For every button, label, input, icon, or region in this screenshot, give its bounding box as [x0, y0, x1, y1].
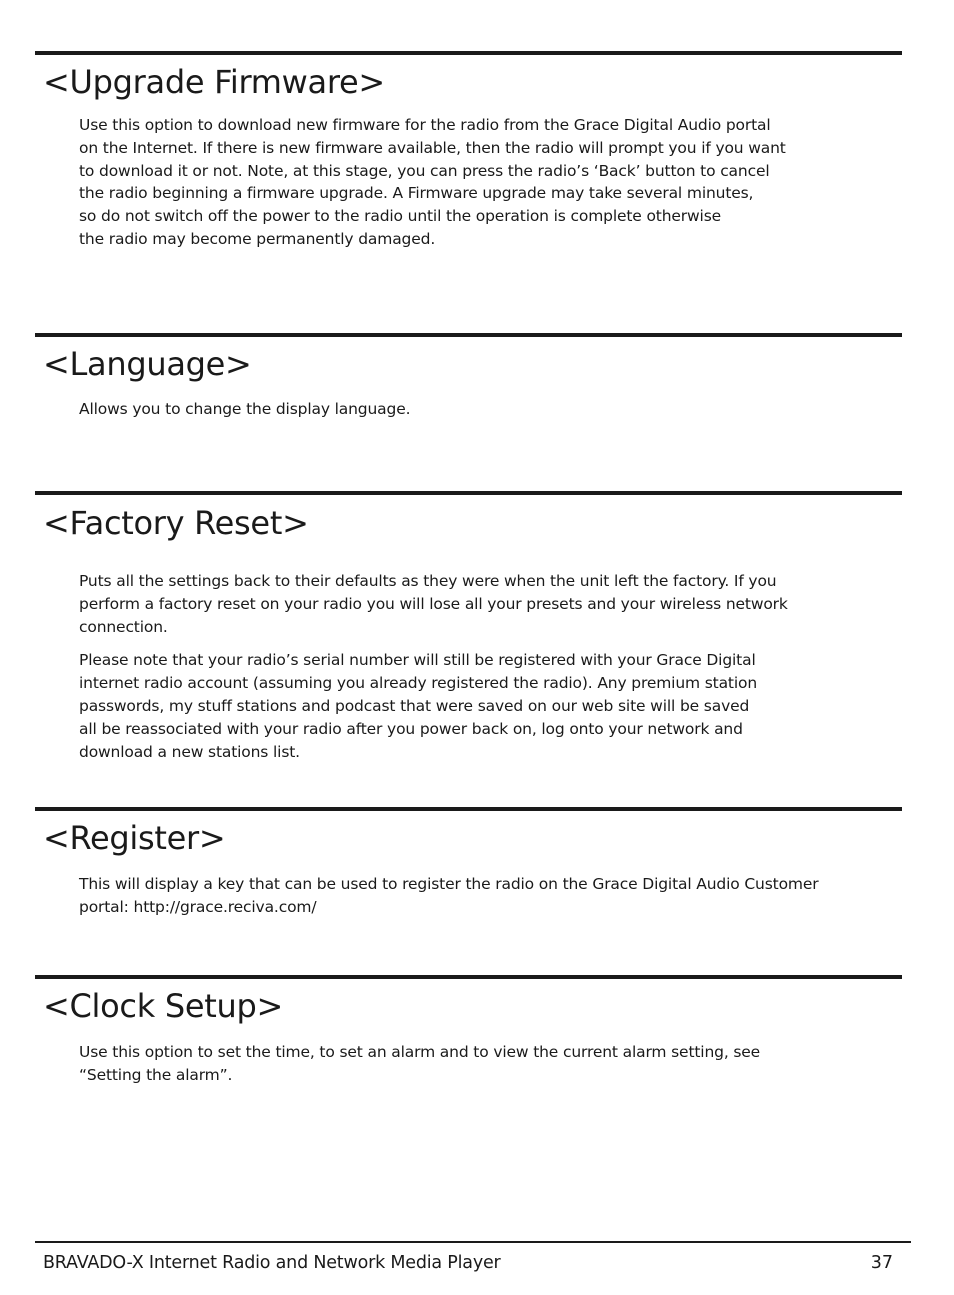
section-body-register — [79, 873, 839, 919]
section-heading: <Language> — [43, 345, 252, 383]
section-divider — [35, 807, 902, 811]
page-number: 37 — [870, 1253, 893, 1273]
section-heading: <Clock Setup> — [43, 987, 283, 1025]
paragraph: This will display a key that can be used to register the radio on the Grace Digital Audio Customer portal: http://grace.reciva.com/ — [79, 875, 819, 916]
section-clock-setup — [35, 975, 902, 1028]
footer-title: BRAVADO-X Internet Radio and Network Media Player — [43, 1253, 501, 1273]
section-body-upgrade-firmware — [79, 114, 839, 251]
section-body-language — [79, 398, 839, 421]
paragraph: Puts all the settings back to their defaults as they were when the unit left the factory. If you perform a factory reset on your radio you will lose all your presets and your wireless network connection. — [79, 572, 788, 636]
section-heading: <Factory Reset> — [43, 504, 309, 542]
section-body-clock-setup — [79, 1041, 839, 1087]
section-divider — [35, 491, 902, 495]
paragraph: Please note that your radio’s serial number will still be registered with your Grace Digital internet radio account (assuming you already registered the radio). Any premium station passwords, my stuff stations and podcast that were saved on our web site will be saved all be reassociated with your radio after you power back on, log onto your network and download a new stations list. — [79, 651, 758, 761]
section-divider — [35, 333, 902, 337]
paragraph: Allows you to change the display language. — [79, 400, 411, 418]
section-heading: <Register> — [43, 819, 226, 857]
footer-divider — [35, 1241, 911, 1243]
section-upgrade-firmware — [35, 51, 902, 104]
paragraph: Use this option to download new firmware for the radio from the Grace Digital Audio portal on the Internet. If there is new firmware available, then the radio will prompt you if you want to download it or not. Note, at this stage, you can press the radio’s ‘Back’ button to cancel the radio beginning a firmware upgrade. A Firmware upgrade may take several minutes, so do not switch off the power to the radio until the operation is complete otherwise the radio may become permanently damaged. — [79, 116, 786, 248]
section-heading: <Upgrade Firmware> — [43, 63, 385, 101]
section-factory-reset — [35, 491, 902, 545]
section-divider — [35, 975, 902, 979]
section-divider — [35, 51, 902, 55]
paragraph: Use this option to set the time, to set an alarm and to view the current alarm setting, see “Setting the alarm”. — [79, 1043, 761, 1084]
section-language — [35, 333, 902, 386]
section-register — [35, 807, 902, 860]
section-body-factory-reset — [79, 570, 839, 763]
